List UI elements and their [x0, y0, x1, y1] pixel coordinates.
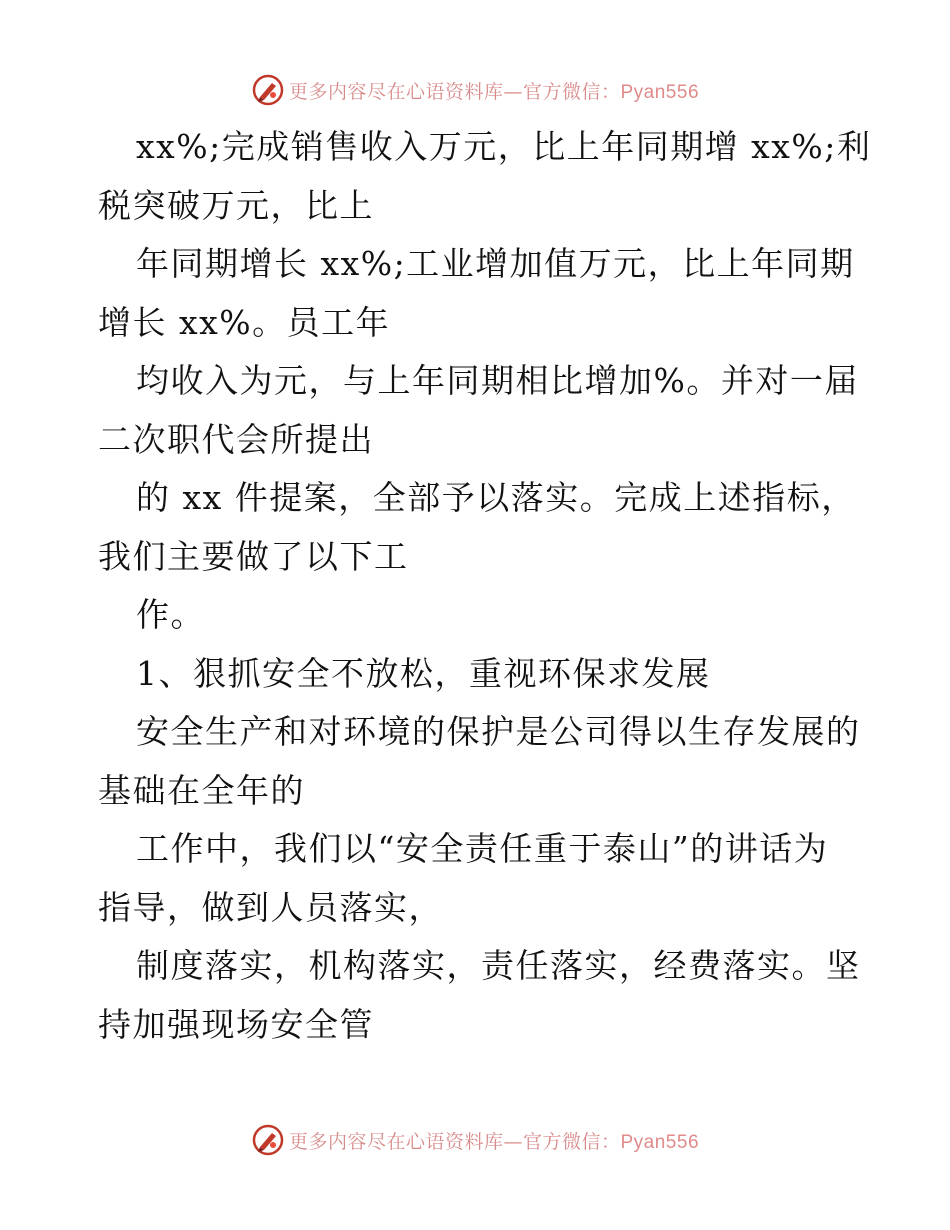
- text-line: 均收入为元，与上年同期相比增加%。并对一届: [136, 361, 859, 400]
- text-line: 基础在全年的: [98, 770, 305, 810]
- watermark-wechat-id: Pyan556: [620, 1131, 700, 1153]
- header-watermark: [0, 70, 950, 110]
- watermark-text: 更多内容尽在心语资料库—官方微信：: [288, 80, 621, 103]
- text-line: 税突破万元，比上: [98, 185, 374, 225]
- text-line: 1、狠抓安全不放松，重视环保求发展: [136, 653, 711, 693]
- pen-logo-icon: [251, 1123, 285, 1157]
- text-line: 的 xx 件提案，全部予以落实。完成上述指标，: [136, 478, 856, 517]
- text-line: 二次职代会所提出: [98, 419, 374, 459]
- text-line: 工作中，我们以“安全责任重于泰山”的讲话为: [136, 829, 829, 868]
- pen-logo-icon: [251, 73, 285, 107]
- text-line: 年同期增长 xx%;工业增加值万元，比上年同期: [136, 244, 855, 283]
- text-line: 持加强现场安全管: [98, 1004, 374, 1044]
- text-line: 指导，做到人员落实，: [98, 887, 443, 927]
- text-line: 增长 xx%。员工年: [98, 302, 391, 342]
- text-line: 作。: [136, 595, 205, 634]
- text-line: 安全生产和对环境的保护是公司得以生存发展的: [136, 712, 861, 751]
- text-line: 制度落实，机构落实，责任落实，经费落实。坚: [136, 946, 861, 985]
- watermark-wechat-id: Pyan556: [620, 81, 700, 103]
- text-line: 我们主要做了以下工: [98, 536, 409, 576]
- footer-watermark: [0, 1120, 950, 1160]
- watermark-text: 更多内容尽在心语资料库—官方微信：: [288, 1130, 621, 1153]
- text-line: xx%;完成销售收入万元，比上年同期增 xx%;利: [136, 127, 872, 166]
- document-body: [98, 118, 872, 1054]
